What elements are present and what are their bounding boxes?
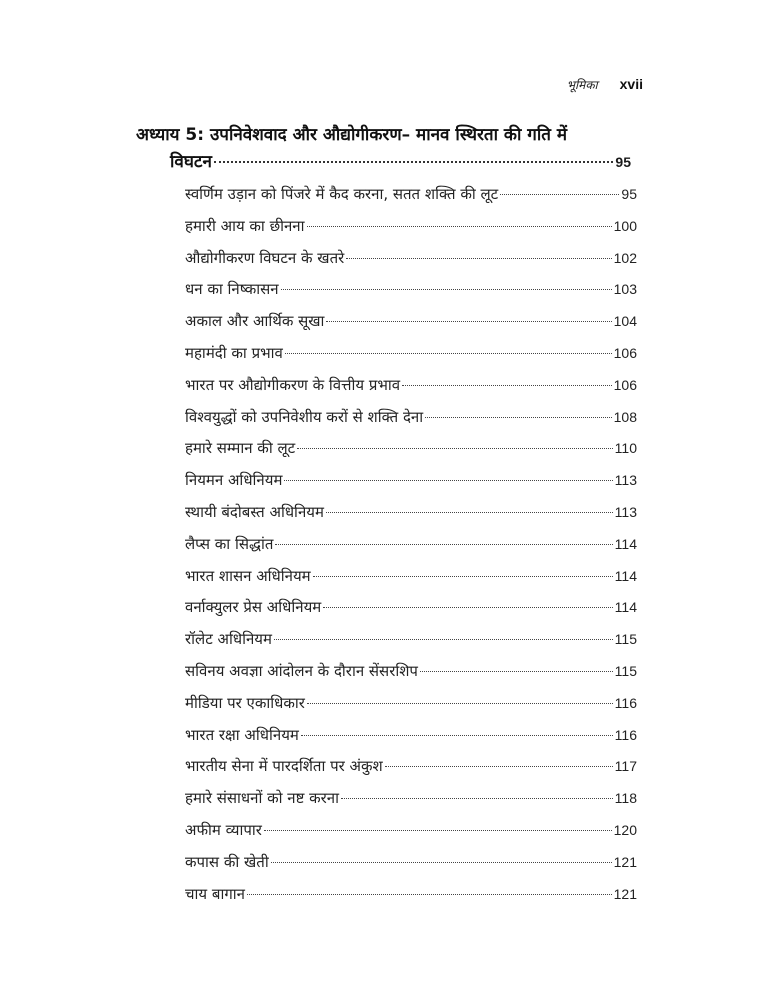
toc-entry-title: विश्वयुद्धों को उपनिवेशीय करों से शक्ति देना	[185, 407, 424, 426]
toc-entry-title: भारतीय सेना में पारदर्शिता पर अंकुश	[185, 757, 383, 776]
toc-entry[interactable]	[185, 756, 637, 788]
toc-entry-title: भारत शासन अधिनियम	[185, 566, 311, 585]
toc-entry-title: रॉलेट अधिनियम	[185, 630, 272, 649]
leader-dots	[307, 703, 613, 704]
toc-entry-title: अकाल और आर्थिक सूखा	[185, 312, 325, 331]
toc-entry-title: भारत रक्षा अधिनियम	[185, 725, 299, 744]
leader-dots	[500, 194, 619, 195]
running-head	[567, 76, 643, 93]
toc-entry[interactable]	[185, 629, 637, 661]
toc-entry-title: भारत पर औद्योगीकरण के वित्तीय प्रभाव	[185, 375, 401, 394]
leader-dots	[425, 417, 612, 418]
toc-entry-page: 115	[614, 631, 637, 648]
leader-dots	[420, 671, 613, 672]
toc-entry-page: 102	[613, 249, 637, 266]
leader-dots	[341, 798, 613, 799]
toc-entry-title: सविनय अवज्ञा आंदोलन के दौरान सेंसरशिप	[185, 661, 418, 680]
leader-dots	[402, 385, 612, 386]
toc-entry-page: 115	[614, 662, 637, 679]
toc-entry-page: 113	[614, 503, 637, 520]
toc-entry[interactable]	[185, 184, 637, 216]
leader-dots	[275, 544, 612, 545]
toc-entry-title: धन का निष्कासन	[185, 280, 279, 299]
leader-dots	[281, 289, 612, 290]
toc-entry-title: स्थायी बंदोबस्त अधिनियम	[185, 502, 324, 521]
toc-entry[interactable]	[185, 279, 637, 311]
toc-entry-page: 110	[614, 440, 637, 457]
toc-entries	[185, 184, 637, 915]
toc-entry-title: महामंदी का प्रभाव	[185, 343, 283, 362]
toc-entry-page: 95	[621, 186, 637, 202]
page-number: xvii	[619, 76, 643, 92]
chapter-heading[interactable]	[136, 122, 631, 176]
toc-entry[interactable]	[185, 597, 637, 629]
toc-entry-page: 104	[613, 313, 637, 330]
leader-dots	[326, 512, 613, 513]
toc-entry-page: 106	[613, 344, 637, 361]
toc-entry-page: 113	[614, 472, 637, 489]
toc-entry[interactable]	[185, 375, 637, 407]
toc-entry-page: 114	[614, 567, 637, 584]
leader-dots	[326, 321, 611, 322]
toc-entry[interactable]	[185, 884, 637, 916]
toc-entry-title: औद्योगीकरण विघटन के खतरे	[185, 248, 345, 267]
leader-dots	[297, 448, 612, 449]
toc-entry-page: 116	[614, 694, 637, 711]
toc-entry-title: कपास की खेती	[185, 852, 269, 871]
chapter-page: 95	[615, 154, 631, 170]
toc-entry-page: 121	[613, 853, 637, 870]
toc-entry[interactable]	[185, 343, 637, 375]
toc-entry[interactable]	[185, 788, 637, 820]
toc-entry-title: स्वर्णिम उड़ान को पिंजरे में कैद करना, सतत शक्ति की लूट	[185, 185, 499, 203]
leader-dots	[285, 353, 612, 354]
leader-dots	[284, 480, 612, 481]
leader-dots	[264, 830, 612, 831]
toc-entry[interactable]	[185, 407, 637, 439]
toc-entry-title: चाय बागान	[185, 884, 245, 903]
toc-entry[interactable]	[185, 502, 637, 534]
toc-entry[interactable]	[185, 566, 637, 598]
toc-entry-page: 117	[614, 758, 637, 775]
toc-entry-title: हमारी आय का छीनना	[185, 216, 305, 235]
toc-entry-page: 120	[613, 821, 637, 838]
toc-entry-page: 108	[613, 408, 637, 425]
running-head-label: भूमिका	[566, 78, 598, 92]
toc-entry[interactable]	[185, 852, 637, 884]
leader-dots	[301, 735, 613, 736]
toc-entry-title: हमारे संसाधनों को नष्ट करना	[185, 789, 339, 808]
toc-entry-page: 103	[613, 281, 637, 298]
toc-entry-title: मीडिया पर एकाधिकार	[185, 693, 305, 712]
toc-entry-page: 118	[614, 790, 637, 807]
toc-entry[interactable]	[185, 661, 637, 693]
leader-dots	[313, 576, 613, 577]
toc-entry-page: 100	[613, 217, 637, 234]
toc-entry[interactable]	[185, 438, 637, 470]
leader-dots	[385, 766, 613, 767]
chapter-title-line2: विघटन	[170, 152, 212, 172]
chapter-title-continuation	[170, 148, 631, 176]
toc-entry-title: लैप्स का सिद्धांत	[185, 534, 274, 553]
toc-entry[interactable]	[185, 820, 637, 852]
leader-dots	[307, 226, 612, 227]
toc-entry[interactable]	[185, 248, 637, 280]
toc-entry-page: 116	[614, 726, 637, 743]
toc-entry[interactable]	[185, 311, 637, 343]
toc-entry-title: अफीम व्यापार	[185, 820, 262, 839]
leader-dots	[247, 894, 612, 895]
leader-dots	[214, 161, 614, 163]
leader-dots	[271, 862, 612, 863]
toc-entry[interactable]	[185, 216, 637, 248]
leader-dots	[323, 607, 612, 608]
toc-entry-page: 106	[613, 376, 637, 393]
toc-entry[interactable]	[185, 534, 637, 566]
toc-entry-title: हमारे सम्मान की लूट	[185, 439, 296, 458]
leader-dots	[346, 258, 611, 259]
leader-dots	[274, 639, 613, 640]
toc-entry-title: नियमन अधिनियम	[185, 471, 283, 490]
toc-entry-title: वर्नाक्युलर प्रेस अधिनियम	[185, 598, 322, 617]
toc-entry-page: 114	[614, 599, 637, 616]
toc-entry[interactable]	[185, 693, 637, 725]
toc-entry-page: 114	[614, 535, 637, 552]
chapter-title: अध्याय 5: उपनिवेशवाद और औद्योगीकरण– मानव स्थिरता की गति में	[136, 125, 568, 145]
toc-entry[interactable]	[185, 470, 637, 502]
toc-entry[interactable]	[185, 725, 637, 757]
toc-entry-page: 121	[613, 885, 637, 902]
